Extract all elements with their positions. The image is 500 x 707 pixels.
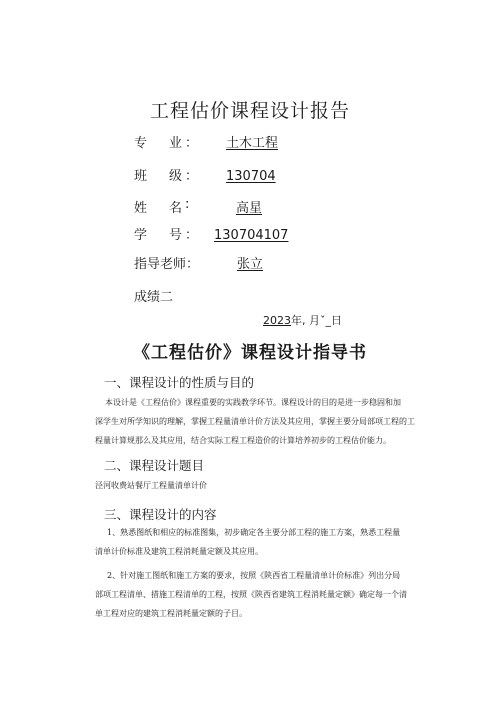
info-colon-class: ： — [185, 169, 199, 184]
paragraph-line: 单工程对应的建筑工程消耗量定额的子目。 — [95, 609, 247, 618]
section-paragraph — [95, 523, 400, 561]
info-value-line-major — [196, 132, 279, 151]
guide-title: 《工程估价》课程设计指导书 — [133, 343, 367, 363]
paragraph-line: 2、针对施工图纸和施工方案的要求，按照《陕西省工程量清单计价标准》列出分局 — [107, 571, 401, 580]
section-heading-design-content: 三、课程设计的内容 — [104, 507, 217, 522]
info-colon-advisor: ： — [186, 257, 200, 272]
info-value-name: 高星 — [236, 201, 263, 216]
section-paragraph — [95, 566, 407, 623]
info-label-class: 班 级 — [134, 169, 182, 184]
section-heading-nature-purpose: 一、课程设计的性质与目的 — [104, 375, 255, 390]
info-value-line-class — [196, 165, 276, 184]
info-value-class: 130704 — [226, 169, 276, 184]
section-paragraph — [95, 393, 415, 450]
info-label-student-id: 学 号 — [134, 228, 182, 243]
paragraph-line: 1、熟悉图纸和相应的标准图集，初步确定各主要分部工程的施工方案，熟悉工程量 — [107, 528, 401, 537]
info-value-major: 土木工程 — [226, 136, 279, 151]
info-label-advisor: 指导老师 — [134, 257, 187, 272]
info-value-line-advisor — [197, 253, 265, 272]
info-value-line-student-id — [196, 224, 289, 243]
info-value-advisor: 张立 — [237, 257, 264, 272]
info-colon-student-id: ： — [185, 228, 199, 243]
section-heading-design-topic: 二、课程设计题目 — [104, 458, 205, 473]
info-label-major: 专 业 — [134, 136, 182, 151]
info-value-student-id: 130704107 — [214, 228, 289, 243]
paragraph-line: 程量计算规那么及其应用，结合实际工程工程造价的计算培养初步的工程估价能力。 — [95, 436, 391, 445]
paragraph-line: 本设计是《工程估价》课程重要的实践教学环节。课程设计的目的是进一步稳固和加 — [105, 398, 401, 407]
info-label-name: 姓 名 — [134, 201, 182, 216]
grade-label: 成绩二 — [134, 290, 174, 305]
section-paragraph — [95, 476, 207, 495]
info-colon-major: ： — [185, 136, 199, 151]
info-colon-name: : — [185, 197, 190, 212]
paragraph-line: 泾河收费站餐厅工程量清单计价 — [95, 481, 207, 490]
info-value-line-name — [191, 197, 263, 216]
date-rest: 年, 月ˇ_日 — [291, 314, 342, 327]
paragraph-line: 深学生对所学知识的理解，掌握工程量清单计价方法及其应用，掌握主要分局部项工程的工 — [95, 417, 415, 426]
report-date — [263, 312, 342, 328]
date-year: 2023 — [263, 314, 291, 327]
paragraph-line: 清单计价标准及建筑工程消耗量定额及其应用。 — [95, 547, 263, 556]
paragraph-line: 部项工程清单、措施工程清单的工程，按照《陕西省建筑工程消耗量定额》确定每一个清 — [95, 590, 407, 599]
report-title: 工程估价课程设计报告 — [149, 100, 350, 122]
